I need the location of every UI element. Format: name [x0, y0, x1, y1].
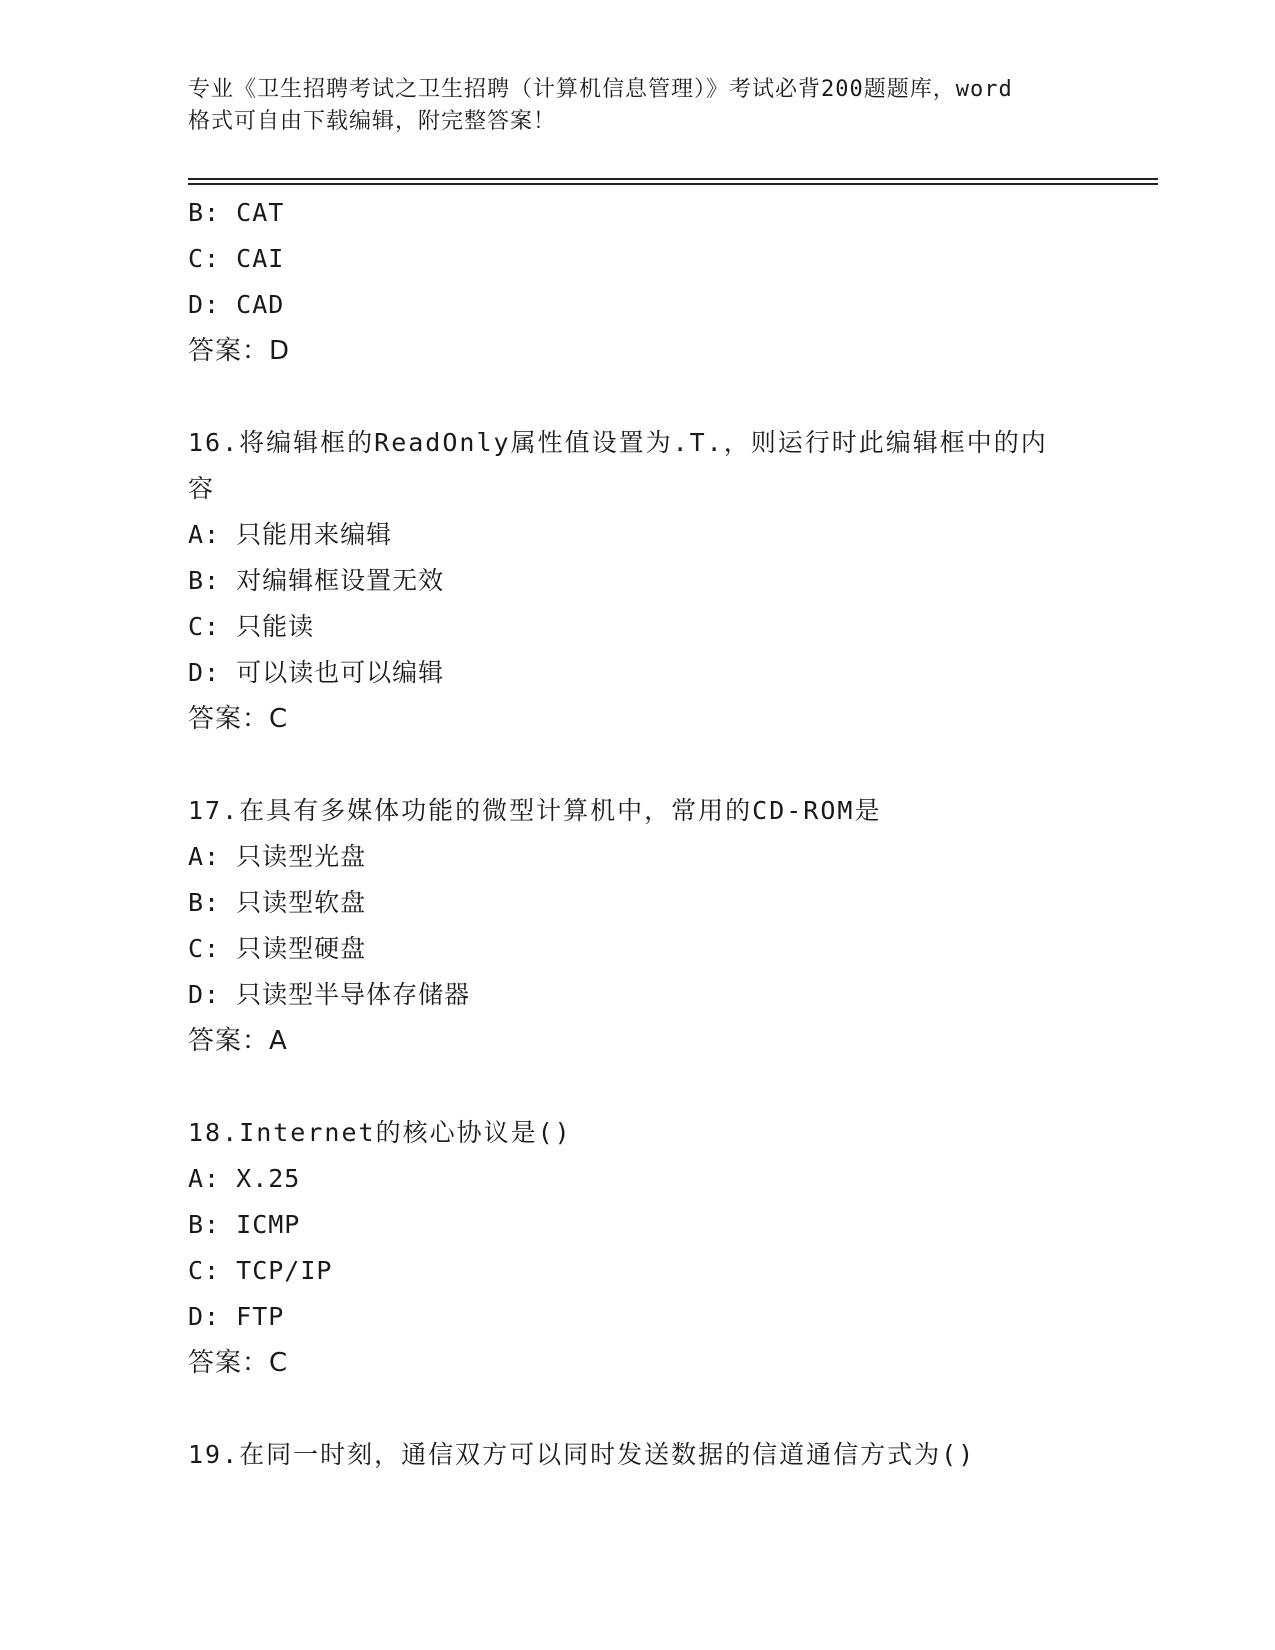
option-d: D: CAD — [188, 290, 285, 319]
header-divider-top — [188, 178, 1158, 180]
option-d: D: FTP — [188, 1302, 285, 1331]
spacer — [188, 374, 1088, 420]
option-a: A: X.25 — [188, 1164, 301, 1193]
header-line-1: 专业《卫生招聘考试之卫生招聘（计算机信息管理）》考试必背200题题库，word — [188, 77, 1013, 102]
spacer — [188, 1386, 1088, 1432]
question-15-fragment — [188, 190, 1088, 374]
spacer — [188, 742, 1088, 788]
option-a: A: 只能用来编辑 — [188, 520, 393, 549]
question-text: 19.在同一时刻，通信双方可以同时发送数据的信道通信方式为() — [188, 1440, 976, 1469]
option-a: A: 只读型光盘 — [188, 842, 367, 871]
question-19 — [188, 1432, 1088, 1478]
question-text: 18.Internet的核心协议是() — [188, 1118, 572, 1147]
option-b: B: ICMP — [188, 1210, 301, 1239]
question-list — [188, 190, 1088, 1478]
answer: 答案：C — [188, 704, 289, 734]
question-17 — [188, 788, 1088, 1064]
answer: 答案：A — [188, 1026, 288, 1056]
spacer — [188, 1064, 1088, 1110]
document-header — [188, 74, 1088, 138]
option-d: D: 只读型半导体存储器 — [188, 980, 471, 1009]
header-divider-bottom — [188, 183, 1158, 185]
header-line-2: 格式可自由下载编辑，附完整答案！ — [188, 109, 557, 134]
option-c: C: TCP/IP — [188, 1256, 333, 1285]
option-c: C: CAI — [188, 244, 285, 273]
question-16 — [188, 420, 1088, 742]
question-text: 16.将编辑框的ReadOnly属性值设置为.T.，则运行时此编辑框中的内容 — [188, 428, 1048, 503]
question-text: 17.在具有多媒体功能的微型计算机中，常用的CD-ROM是 — [188, 796, 882, 825]
option-b: B: 对编辑框设置无效 — [188, 566, 445, 595]
answer: 答案：D — [188, 336, 291, 366]
answer: 答案：C — [188, 1348, 289, 1378]
option-c: C: 只能读 — [188, 612, 315, 641]
option-c: C: 只读型硬盘 — [188, 934, 367, 963]
option-b: B: 只读型软盘 — [188, 888, 367, 917]
question-18 — [188, 1110, 1088, 1386]
option-b: B: CAT — [188, 198, 285, 227]
option-d: D: 可以读也可以编辑 — [188, 658, 445, 687]
